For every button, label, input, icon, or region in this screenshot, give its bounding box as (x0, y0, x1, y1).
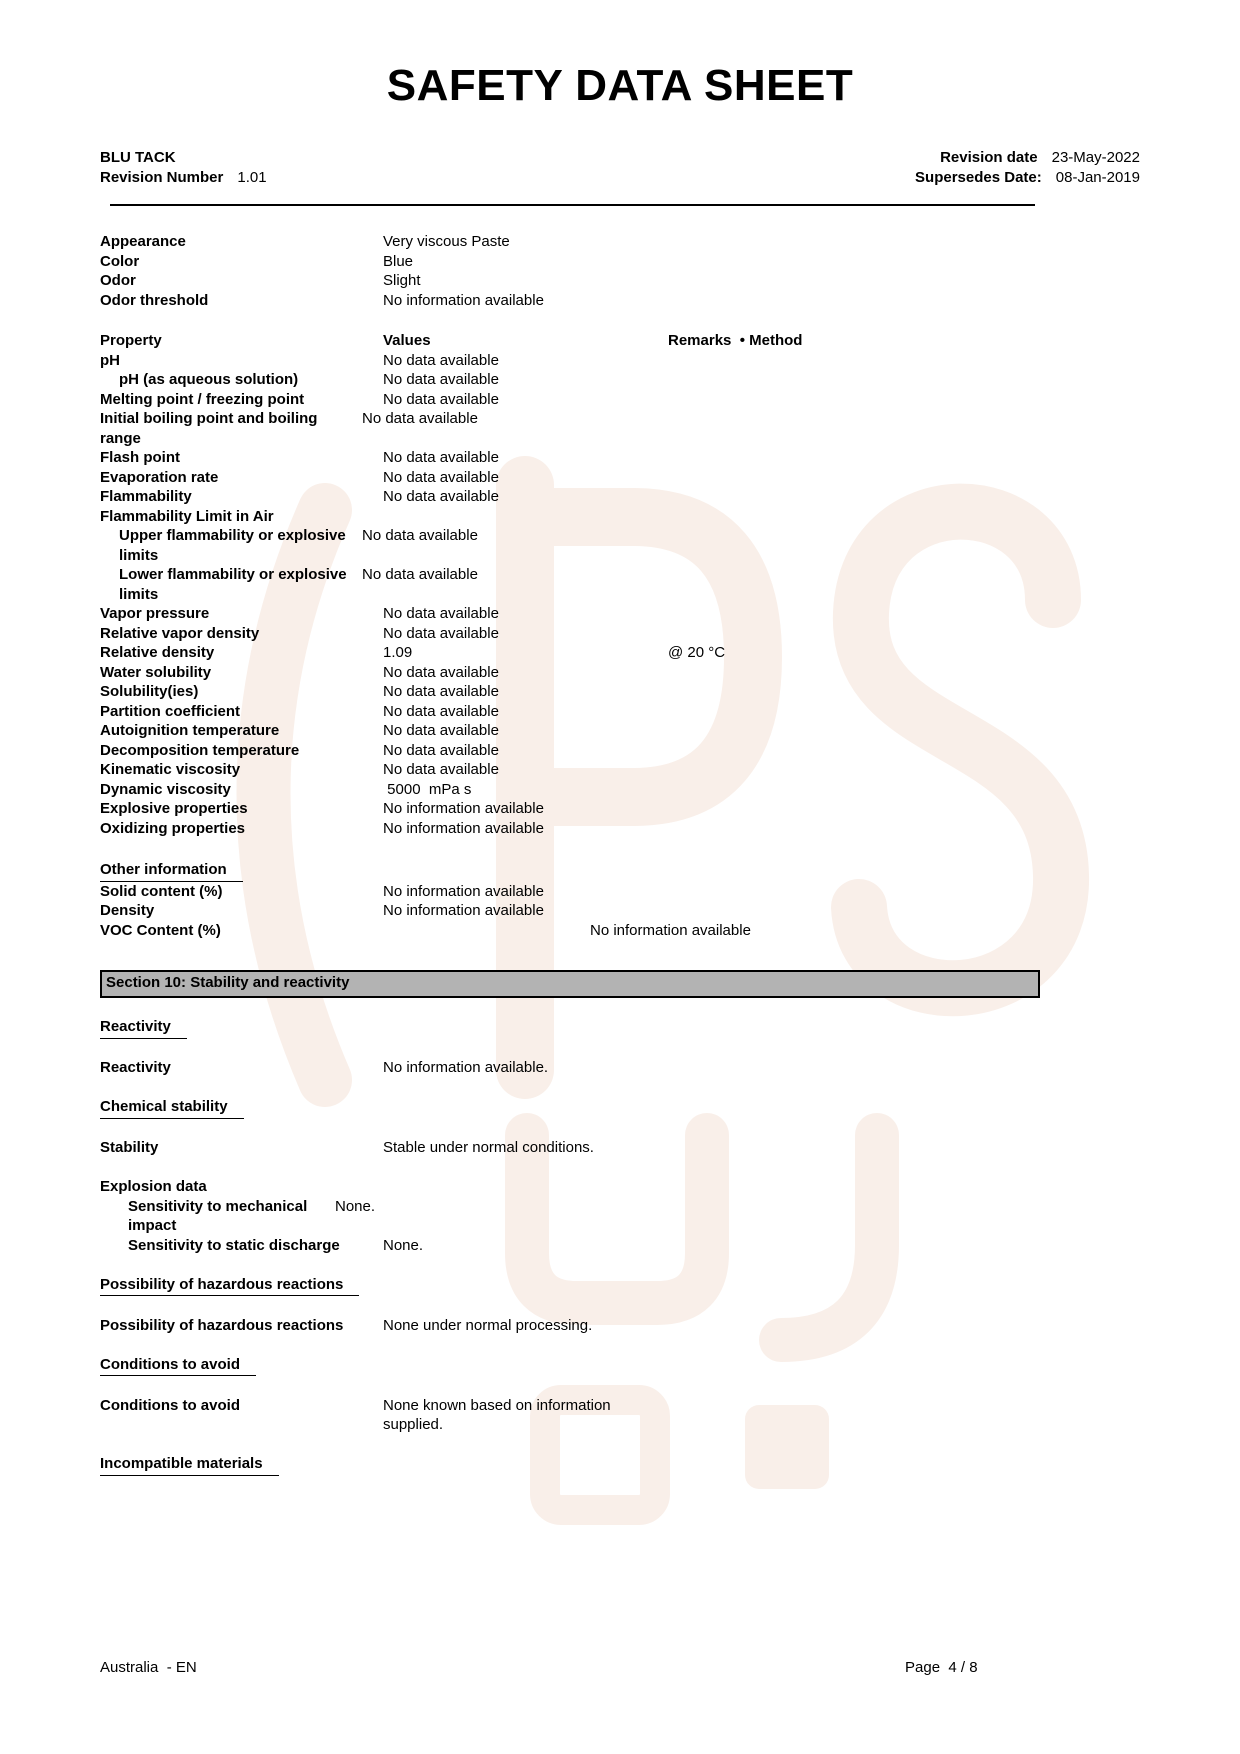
revision-number-label: Revision Number (100, 168, 224, 186)
column-header-values: Values (383, 332, 431, 349)
row-label: Solid content (%) (100, 882, 223, 900)
supersedes-date-value: 08-Jan-2019 (1055, 168, 1140, 186)
row-value: Very viscous Paste (383, 233, 510, 250)
row-value: No data available (362, 566, 478, 583)
row-value: None known based on information supplied. (383, 1396, 615, 1433)
hazardous-reactions-heading: Possibility of hazardous reactions (100, 1275, 1140, 1297)
row-label: Reactivity (100, 1059, 171, 1076)
column-header-property: Property (100, 332, 162, 349)
header-divider (110, 204, 1035, 206)
reactivity-heading: Reactivity (100, 1017, 1140, 1039)
property-row-kinematic-viscosity (100, 760, 1140, 780)
row-label: pH (as aqueous solution) (119, 371, 299, 388)
property-row-relative-vapor-density (100, 624, 1140, 644)
revision-number-line (100, 168, 267, 188)
row-value: No information available (383, 882, 544, 900)
row-label: Evaporation rate (100, 468, 219, 486)
row-label: Dynamic viscosity (100, 780, 231, 798)
row-label: Color (100, 252, 140, 270)
row-value: No data available (383, 351, 499, 369)
row-label: VOC Content (%) (100, 921, 221, 939)
row-value: No data available (362, 527, 478, 544)
property-row-solubilities (100, 682, 1140, 702)
row-value: No data available (383, 624, 499, 642)
property-row-water-solubility (100, 663, 1140, 683)
row-label: Odor threshold (100, 291, 209, 309)
row-label: Initial boiling point and boiling range (100, 410, 318, 447)
solid-content-row (100, 882, 1140, 902)
section-10-title: Section 10: Stability and reactivity (106, 974, 350, 991)
row-label: Oxidizing properties (100, 819, 246, 837)
row-value: No data available (383, 702, 499, 720)
row-label: Vapor pressure (100, 605, 210, 622)
property-row-ph (100, 351, 1140, 371)
row-label: Water solubility (100, 663, 212, 681)
property-row-relative-density (100, 643, 1140, 663)
row-label: Autoignition temperature (100, 722, 280, 739)
other-information-block (100, 860, 1140, 940)
footer-page-number: Page 4 / 8 (905, 1659, 978, 1676)
revision-number-value: 1.01 (237, 168, 267, 186)
incompatible-materials-heading: Incompatible materials (100, 1454, 1140, 1476)
row-remark: @ 20 °C (668, 644, 726, 661)
row-value: Blue (383, 252, 414, 270)
property-row-melting-point (100, 390, 1140, 410)
row-label: Flammability (100, 488, 192, 505)
row-value: 5000 mPa s (383, 780, 472, 798)
page-content (0, 62, 1240, 1476)
static-discharge-row (100, 1236, 1140, 1256)
row-label: Explosive properties (100, 800, 248, 817)
row-label: Melting point / freezing point (100, 390, 305, 408)
row-value: None. (335, 1197, 376, 1215)
document-header (100, 148, 1140, 187)
footer-locale: Australia - EN (100, 1659, 197, 1676)
revision-date-line (915, 148, 1140, 168)
property-row-dynamic-viscosity (100, 780, 1140, 800)
conditions-to-avoid-heading: Conditions to avoid (100, 1355, 1140, 1377)
row-label: Partition coefficient (100, 702, 241, 720)
row-value: No data available (383, 488, 499, 505)
row-label: Density (100, 902, 155, 919)
properties-table (100, 331, 1140, 838)
property-row-boiling-point (100, 409, 1140, 448)
supersedes-date-label: Supersedes Date: (915, 168, 1042, 186)
row-label: Flash point (100, 449, 180, 466)
row-label: Appearance (100, 233, 186, 250)
stability-row (100, 1138, 1140, 1158)
row-value: No information available (383, 902, 544, 919)
header-left (100, 148, 267, 187)
header-right (915, 148, 1140, 187)
row-label: Conditions to avoid (100, 1396, 240, 1414)
row-label: Solubility(ies) (100, 683, 199, 700)
property-row-vapor-pressure (100, 604, 1140, 624)
property-row-flammability (100, 487, 1140, 507)
row-label: Relative density (100, 644, 215, 661)
row-label: Decomposition temperature (100, 741, 300, 759)
row-label: pH (100, 351, 120, 369)
product-name: BLU TACK (100, 149, 176, 166)
section-10-header-bar (100, 970, 1040, 998)
appearance-row (100, 232, 1140, 252)
row-value: No information available (383, 800, 544, 817)
property-row-ph-aqueous (100, 370, 1140, 390)
color-row (100, 252, 1140, 272)
property-row-lower-flammability (100, 565, 1140, 604)
density-row (100, 901, 1140, 921)
property-row-autoignition-temperature (100, 721, 1140, 741)
odor-threshold-row (100, 291, 1140, 311)
row-value: No data available (383, 741, 499, 759)
revision-date-value: 23-May-2022 (1051, 149, 1140, 166)
property-row-partition-coefficient (100, 702, 1140, 722)
row-label: Upper flammability or explosive limits (119, 527, 346, 564)
odor-row (100, 271, 1140, 291)
property-row-explosive-properties (100, 799, 1140, 819)
property-row-flammability-limit (100, 507, 1140, 527)
row-value: No data available (383, 390, 499, 408)
reactivity-row (100, 1058, 1140, 1078)
row-value: No information available. (383, 1059, 549, 1076)
row-value: No data available (383, 663, 499, 681)
property-row-decomposition-temperature (100, 741, 1140, 761)
section-10-content (100, 1017, 1140, 1476)
row-value: No data available (383, 761, 499, 778)
row-label: Odor (100, 272, 136, 289)
row-value: Slight (383, 272, 421, 289)
page-title: SAFETY DATA SHEET (386, 61, 854, 110)
row-value: Stable under normal conditions. (383, 1139, 594, 1156)
row-label: Possibility of hazardous reactions (100, 1316, 344, 1334)
row-value: 1.09 (383, 644, 413, 661)
chemical-stability-heading: Chemical stability (100, 1097, 1140, 1119)
property-row-upper-flammability (100, 526, 1140, 565)
row-value: None under normal processing. (383, 1316, 593, 1334)
property-row-oxidizing-properties (100, 819, 1140, 839)
property-row-evaporation-rate (100, 468, 1140, 488)
row-value: None. (383, 1236, 424, 1254)
row-label: Sensitivity to mechanical impact (128, 1197, 308, 1234)
revision-date-label: Revision date (940, 149, 1038, 166)
row-value: No information available (383, 291, 544, 309)
row-value: No data available (383, 449, 499, 466)
row-value: No information available (383, 819, 544, 837)
explosion-data-label: Explosion data (100, 1178, 207, 1195)
supersedes-date-line (915, 168, 1140, 188)
mechanical-impact-row (100, 1197, 1140, 1236)
row-value: No data available (362, 410, 478, 427)
properties-header-row (100, 331, 1140, 351)
row-value: No information available (590, 921, 751, 939)
appearance-block (100, 232, 1140, 310)
row-value: No data available (383, 722, 499, 739)
row-label: Sensitivity to static discharge (128, 1236, 340, 1254)
row-label: Relative vapor density (100, 624, 260, 642)
row-label: Flammability Limit in Air (100, 507, 274, 525)
hazardous-reactions-row (100, 1316, 1140, 1336)
row-value: No data available (383, 683, 499, 700)
row-label: Kinematic viscosity (100, 761, 241, 778)
other-information-heading: Other information (100, 860, 1140, 882)
row-label: Lower flammability or explosive limits (119, 566, 347, 603)
row-label: Stability (100, 1139, 159, 1156)
row-value: No data available (383, 605, 499, 622)
row-value: No data available (383, 468, 499, 486)
row-value: No data available (383, 371, 499, 388)
property-row-flash-point (100, 448, 1140, 468)
conditions-to-avoid-row (100, 1396, 1140, 1435)
voc-content-row (100, 921, 1140, 941)
column-header-remarks: Remarks • Method (668, 332, 803, 349)
